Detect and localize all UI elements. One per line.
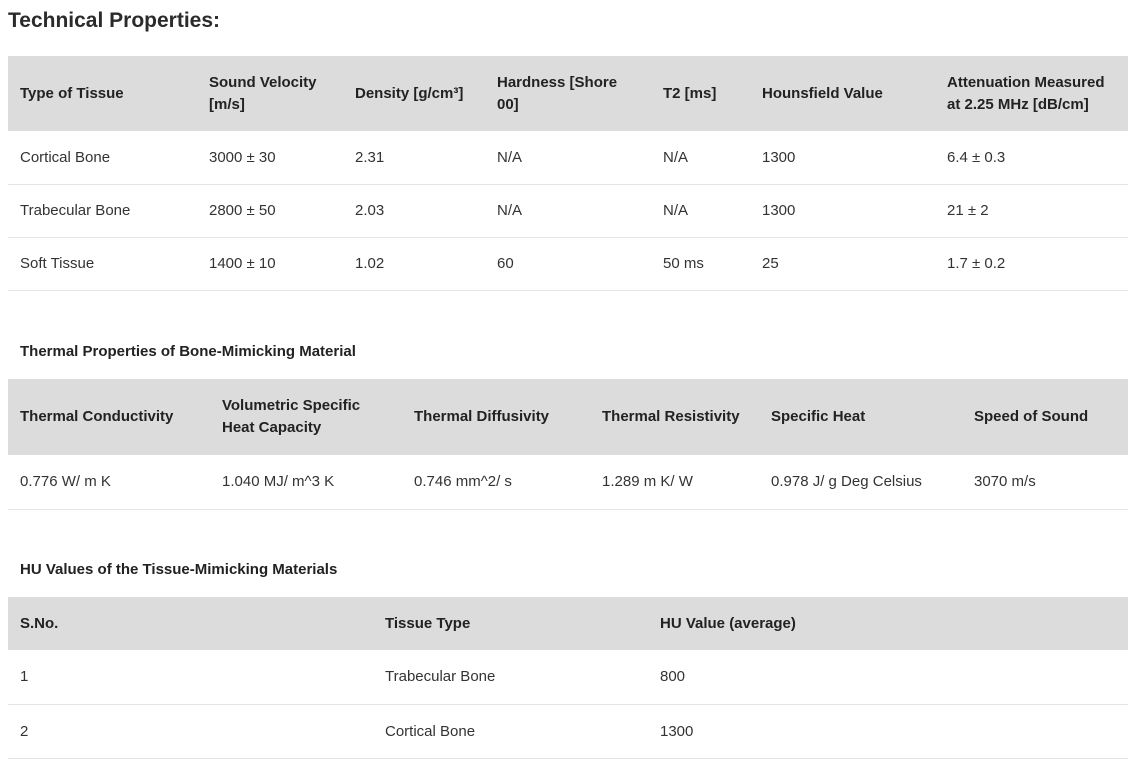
header-type-of-tissue: Type of Tissue bbox=[8, 56, 197, 131]
cell-tissue: Cortical Bone bbox=[8, 131, 197, 184]
thermal-properties-table bbox=[8, 379, 1128, 510]
cell-t2: N/A bbox=[651, 131, 750, 184]
cell-tissue: Soft Tissue bbox=[8, 237, 197, 290]
header-t2: T2 [ms] bbox=[651, 56, 750, 131]
header-thermal-conductivity: Thermal Conductivity bbox=[8, 379, 210, 455]
cell-hardness: N/A bbox=[485, 184, 651, 237]
table-row bbox=[8, 650, 1128, 704]
cell-hardness: N/A bbox=[485, 131, 651, 184]
header-thermal-resistivity: Thermal Resistivity bbox=[590, 379, 759, 455]
cell-hounsfield: 1300 bbox=[750, 184, 935, 237]
cell-attenuation: 21 ± 2 bbox=[935, 184, 1128, 237]
table-row bbox=[8, 455, 1128, 509]
cell-attenuation: 6.4 ± 0.3 bbox=[935, 131, 1128, 184]
page-title: Technical Properties: bbox=[8, 9, 221, 32]
technical-properties-table bbox=[8, 56, 1128, 291]
header-hu-value: HU Value (average) bbox=[648, 597, 1128, 650]
table-header-row bbox=[8, 597, 1128, 650]
header-volumetric-heat-capacity: Volumetric Specific Heat Capacity bbox=[210, 379, 402, 455]
table-row bbox=[8, 184, 1128, 237]
cell-hu-value: 1300 bbox=[648, 704, 1128, 758]
header-specific-heat: Specific Heat bbox=[759, 379, 962, 455]
table-row bbox=[8, 704, 1128, 758]
cell-hardness: 60 bbox=[485, 237, 651, 290]
cell-tissue-type: Cortical Bone bbox=[373, 704, 648, 758]
header-hardness: Hardness [Shore 00] bbox=[485, 56, 651, 131]
header-attenuation: Attenuation Measured at 2.25 MHz [dB/cm] bbox=[935, 56, 1128, 131]
header-sound-velocity: Sound Velocity [m/s] bbox=[197, 56, 343, 131]
cell-density: 1.02 bbox=[343, 237, 485, 290]
table-row bbox=[8, 237, 1128, 290]
hu-section-title: HU Values of the Tissue-Mimicking Materials bbox=[20, 561, 338, 578]
cell-speed-of-sound: 3070 m/s bbox=[962, 455, 1128, 509]
cell-density: 2.31 bbox=[343, 131, 485, 184]
header-tissue-type: Tissue Type bbox=[373, 597, 648, 650]
cell-sno: 2 bbox=[8, 704, 373, 758]
cell-sound-velocity: 2800 ± 50 bbox=[197, 184, 343, 237]
cell-specific-heat: 0.978 J/ g Deg Celsius bbox=[759, 455, 962, 509]
thermal-section-title: Thermal Properties of Bone-Mimicking Material bbox=[20, 343, 356, 360]
header-thermal-diffusivity: Thermal Diffusivity bbox=[402, 379, 590, 455]
header-hounsfield-value: Hounsfield Value bbox=[750, 56, 935, 131]
cell-t2: N/A bbox=[651, 184, 750, 237]
header-speed-of-sound: Speed of Sound bbox=[962, 379, 1128, 455]
cell-hounsfield: 1300 bbox=[750, 131, 935, 184]
table-header-row bbox=[8, 56, 1128, 131]
table-header-row bbox=[8, 379, 1128, 455]
header-density: Density [g/cm³] bbox=[343, 56, 485, 131]
cell-tissue-type: Trabecular Bone bbox=[373, 650, 648, 704]
cell-sound-velocity: 1400 ± 10 bbox=[197, 237, 343, 290]
hu-values-table bbox=[8, 597, 1128, 759]
cell-tissue: Trabecular Bone bbox=[8, 184, 197, 237]
cell-density: 2.03 bbox=[343, 184, 485, 237]
cell-thermal-diffusivity: 0.746 mm^2/ s bbox=[402, 455, 590, 509]
cell-hounsfield: 25 bbox=[750, 237, 935, 290]
header-sno: S.No. bbox=[8, 597, 373, 650]
cell-sound-velocity: 3000 ± 30 bbox=[197, 131, 343, 184]
cell-attenuation: 1.7 ± 0.2 bbox=[935, 237, 1128, 290]
cell-hu-value: 800 bbox=[648, 650, 1128, 704]
cell-thermal-conductivity: 0.776 W/ m K bbox=[8, 455, 210, 509]
table-row bbox=[8, 131, 1128, 184]
cell-thermal-resistivity: 1.289 m K/ W bbox=[590, 455, 759, 509]
cell-t2: 50 ms bbox=[651, 237, 750, 290]
cell-volumetric-heat-capacity: 1.040 MJ/ m^3 K bbox=[210, 455, 402, 509]
cell-sno: 1 bbox=[8, 650, 373, 704]
